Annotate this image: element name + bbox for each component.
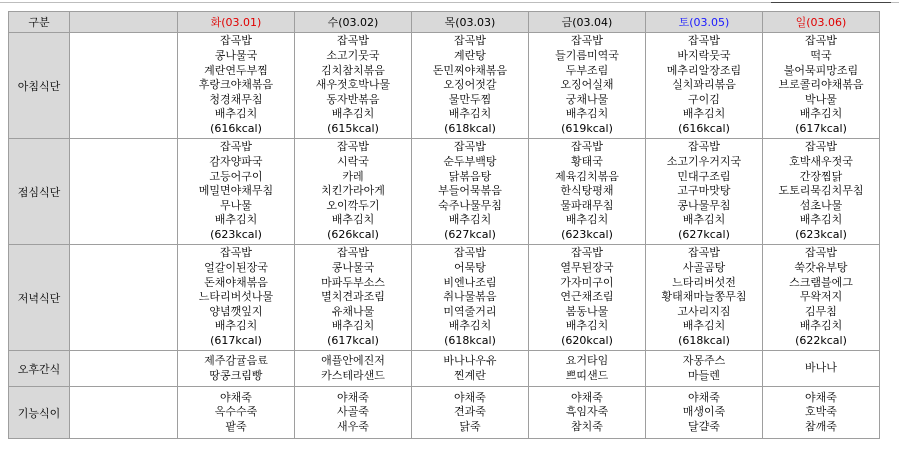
header-row — [9, 12, 880, 33]
menu-item: (623kcal) — [795, 227, 847, 241]
top-border-line — [0, 2, 899, 3]
menu-item: 느타리버섯전 — [672, 275, 736, 289]
lunch-menu-cell — [295, 139, 412, 245]
menu-item: 무나물 — [220, 198, 252, 212]
menu-item: 오이깍두기 — [326, 198, 380, 212]
menu-item: 한식탕평채 — [560, 184, 614, 198]
menu-item: 새우젓호박나물 — [315, 78, 391, 92]
menu-item: 배추김치 — [565, 213, 609, 227]
menu-item: 멸치견과조림 — [321, 290, 385, 304]
menu-item: 황태채마늘쫑무침 — [661, 290, 747, 304]
menu-item: 야채죽 — [571, 390, 603, 404]
menu-item: 배추김치 — [214, 319, 258, 333]
menu-item: 배추김치 — [331, 107, 375, 121]
dinner-row — [9, 245, 880, 351]
menu-item: 애플안에진저 — [321, 353, 385, 367]
header-day-thu: 목(03.03) — [412, 12, 529, 33]
menu-item: (627kcal) — [678, 227, 730, 241]
menu-item: 달걀죽 — [688, 419, 720, 433]
menu-item: (627kcal) — [444, 227, 496, 241]
menu-item: 청경채무침 — [209, 92, 263, 106]
menu-item: 잡곡밥 — [805, 246, 837, 260]
dinner-menu-cell — [295, 245, 412, 351]
menu-item: 바나나 — [805, 361, 837, 375]
breakfast-label: 아침식단 — [9, 33, 70, 139]
menu-item: 오징어실채 — [560, 78, 614, 92]
menu-item: 자몽주스 — [682, 353, 726, 367]
menu-item: 어묵탕 — [454, 261, 486, 275]
menu-item: 배추김치 — [799, 107, 843, 121]
menu-item: 두부조림 — [565, 63, 609, 77]
menu-item: 시락국 — [337, 155, 369, 169]
breakfast-menu-cell — [178, 33, 295, 139]
menu-item: 배추김치 — [448, 107, 492, 121]
menu-item: 바나나우유 — [443, 353, 497, 367]
menu-item: 요거타임 — [565, 353, 609, 367]
menu-item: 후랑크야채볶음 — [198, 78, 274, 92]
menu-item: 카스테라샌드 — [321, 368, 385, 382]
menu-item: (617kcal) — [795, 121, 847, 135]
menu-item: 찐계란 — [454, 368, 486, 382]
functional-empty-cell — [70, 387, 178, 439]
menu-item: 배추김치 — [331, 319, 375, 333]
menu-item: (622kcal) — [795, 333, 847, 347]
menu-item: 메밀면야채무침 — [198, 184, 274, 198]
menu-item: (615kcal) — [327, 121, 379, 135]
menu-item: 배추김치 — [214, 213, 258, 227]
menu-item: 양념깻잎지 — [209, 304, 263, 318]
functional-menu-cell — [412, 387, 529, 439]
top-right-underline — [771, 2, 891, 3]
functional-menu-cell — [646, 387, 763, 439]
dinner-empty-cell — [70, 245, 178, 351]
menu-item: 미역줄거리 — [443, 304, 497, 318]
menu-item: 야채죽 — [805, 390, 837, 404]
menu-item: 열무된장국 — [560, 261, 614, 275]
menu-item: 감자양파국 — [209, 155, 263, 169]
menu-item: (623kcal) — [561, 227, 613, 241]
menu-item: 궁채나물 — [565, 92, 609, 106]
menu-item: 얼갈이된장국 — [204, 261, 268, 275]
menu-item: 잡곡밥 — [571, 140, 603, 154]
menu-item: 고구마맛탕 — [677, 184, 731, 198]
snack-menu-cell — [178, 351, 295, 387]
snack-menu-cell — [529, 351, 646, 387]
lunch-menu-cell — [178, 139, 295, 245]
functional-label: 기능식이 — [9, 387, 70, 439]
header-day-sun: 일(03.06) — [763, 12, 880, 33]
menu-item: 잡곡밥 — [805, 34, 837, 48]
breakfast-menu-cell — [529, 33, 646, 139]
menu-item: 계란연두부찜 — [204, 63, 268, 77]
snack-row — [9, 351, 880, 387]
menu-item: 돈채야채볶음 — [204, 275, 268, 289]
menu-item: 배추김치 — [799, 319, 843, 333]
lunch-empty-cell — [70, 139, 178, 245]
dinner-label: 저녁식단 — [9, 245, 70, 351]
menu-item: 잡곡밥 — [337, 246, 369, 260]
menu-item: 소고기우거지국 — [666, 155, 742, 169]
menu-item: (616kcal) — [210, 121, 262, 135]
menu-item: 콩나물국 — [331, 261, 375, 275]
breakfast-menu-cell — [646, 33, 763, 139]
menu-item: 잡곡밥 — [805, 140, 837, 154]
menu-item: 황태국 — [571, 155, 603, 169]
menu-item: 잡곡밥 — [688, 246, 720, 260]
menu-item: 계란탕 — [454, 49, 486, 63]
menu-item: (623kcal) — [210, 227, 262, 241]
menu-item: (617kcal) — [327, 333, 379, 347]
breakfast-menu-cell — [763, 33, 880, 139]
menu-item: 물만두찜 — [448, 92, 492, 106]
menu-item: 야채죽 — [220, 390, 252, 404]
menu-item: 매생이죽 — [682, 405, 726, 419]
menu-item: 호박죽 — [805, 405, 837, 419]
menu-item: 섬초나물 — [799, 198, 843, 212]
header-category: 구분 — [9, 12, 70, 33]
menu-item: 치킨가라아게 — [321, 184, 385, 198]
menu-item: 배추김치 — [682, 213, 726, 227]
menu-item: 간장찜닭 — [799, 169, 843, 183]
menu-item: 참깨죽 — [805, 419, 837, 433]
menu-item: 김치참치볶음 — [321, 63, 385, 77]
menu-item: 브로콜리야채볶음 — [778, 78, 864, 92]
menu-item: 야채죽 — [454, 390, 486, 404]
menu-item: 돈민찌야채볶음 — [432, 63, 508, 77]
menu-item: 배추김치 — [799, 213, 843, 227]
menu-item: 배추김치 — [565, 319, 609, 333]
lunch-menu-cell — [412, 139, 529, 245]
menu-item: 팥죽 — [225, 419, 247, 433]
menu-item: 참치죽 — [571, 419, 603, 433]
menu-item: 비엔나조림 — [443, 275, 497, 289]
header-day-tue: 화(03.01) — [178, 12, 295, 33]
menu-item: 불어묵피망조림 — [783, 63, 859, 77]
lunch-menu-cell — [646, 139, 763, 245]
dinner-menu-cell — [529, 245, 646, 351]
menu-item: 잡곡밥 — [220, 246, 252, 260]
header-empty — [70, 12, 178, 33]
menu-item: 잡곡밥 — [454, 246, 486, 260]
header-day-wed: 수(03.02) — [295, 12, 412, 33]
menu-item: (618kcal) — [678, 333, 730, 347]
menu-item: 흑임자죽 — [565, 405, 609, 419]
menu-item: (620kcal) — [561, 333, 613, 347]
menu-item: 김무침 — [805, 304, 837, 318]
menu-item: 소고기뭇국 — [326, 49, 380, 63]
menu-item: 배추김치 — [682, 107, 726, 121]
menu-item: 잡곡밥 — [688, 140, 720, 154]
header-day-sat: 토(03.05) — [646, 12, 763, 33]
functional-menu-cell — [295, 387, 412, 439]
menu-item: 박나물 — [805, 92, 837, 106]
breakfast-empty-cell — [70, 33, 178, 139]
menu-item: 제주감귤음료 — [204, 353, 268, 367]
lunch-menu-cell — [763, 139, 880, 245]
menu-item: 도토리묵김치무침 — [778, 184, 864, 198]
functional-menu-cell — [763, 387, 880, 439]
menu-item: 닭죽 — [459, 419, 481, 433]
menu-item: 배추김치 — [448, 319, 492, 333]
menu-item: 순두부백탕 — [443, 155, 497, 169]
menu-item: 무왁저지 — [799, 290, 843, 304]
menu-item: (626kcal) — [327, 227, 379, 241]
menu-item: 잡곡밥 — [571, 246, 603, 260]
menu-item: 닭볶음탕 — [448, 169, 492, 183]
menu-item: 잡곡밥 — [454, 140, 486, 154]
menu-item: 배추김치 — [214, 107, 258, 121]
menu-item: (616kcal) — [678, 121, 730, 135]
menu-item: 배추김치 — [682, 319, 726, 333]
menu-item: 유채나물 — [331, 304, 375, 318]
menu-item: (617kcal) — [210, 333, 262, 347]
menu-item: 숙주나물무침 — [438, 198, 502, 212]
menu-item: (618kcal) — [444, 121, 496, 135]
menu-item: 메추리알장조림 — [666, 63, 742, 77]
menu-item: 카레 — [342, 169, 364, 183]
menu-item: 야채죽 — [688, 390, 720, 404]
menu-item: 잡곡밥 — [337, 140, 369, 154]
menu-item: 마파두부소스 — [321, 275, 385, 289]
menu-item: 야채죽 — [337, 390, 369, 404]
snack-menu-cell — [763, 351, 880, 387]
breakfast-menu-cell — [412, 33, 529, 139]
menu-item: 가자미구이 — [560, 275, 614, 289]
menu-item: 쁘띠샌드 — [565, 368, 609, 382]
menu-item: 물파래무침 — [560, 198, 614, 212]
menu-item: 고사리지짐 — [677, 304, 731, 318]
lunch-menu-cell — [529, 139, 646, 245]
menu-item: 오징어젓갈 — [443, 78, 497, 92]
functional-row — [9, 387, 880, 439]
menu-item: 구이김 — [688, 92, 720, 106]
snack-menu-cell — [646, 351, 763, 387]
menu-item: (618kcal) — [444, 333, 496, 347]
menu-item: 사골곰탕 — [682, 261, 726, 275]
menu-item: 스크램블에그 — [789, 275, 853, 289]
breakfast-row — [9, 33, 880, 139]
menu-item: 배추김치 — [565, 107, 609, 121]
menu-item: 잡곡밥 — [220, 34, 252, 48]
dinner-menu-cell — [763, 245, 880, 351]
menu-item: 떡국 — [810, 49, 832, 63]
breakfast-menu-cell — [295, 33, 412, 139]
menu-item: 잡곡밥 — [688, 34, 720, 48]
menu-item: 봄동나물 — [565, 304, 609, 318]
menu-item: 견과죽 — [454, 405, 486, 419]
menu-item: 민대구조림 — [677, 169, 731, 183]
snack-menu-cell — [295, 351, 412, 387]
snack-empty-cell — [70, 351, 178, 387]
menu-item: 연근채조림 — [560, 290, 614, 304]
header-day-fri: 금(03.04) — [529, 12, 646, 33]
functional-menu-cell — [178, 387, 295, 439]
menu-item: 취나물볶음 — [443, 290, 497, 304]
menu-item: 잡곡밥 — [571, 34, 603, 48]
menu-item: 잡곡밥 — [454, 34, 486, 48]
menu-item: 배추김치 — [448, 213, 492, 227]
menu-item: 쑥갓유부탕 — [794, 261, 848, 275]
menu-item: 실치꽈리볶음 — [672, 78, 736, 92]
menu-item: 호박새우젓국 — [789, 155, 853, 169]
menu-item: 바지락뭇국 — [677, 49, 731, 63]
lunch-label: 점심식단 — [9, 139, 70, 245]
menu-item: 제육김치볶음 — [555, 169, 619, 183]
top-rule — [0, 2, 899, 5]
menu-item: 마들렌 — [688, 368, 720, 382]
menu-item: 느타리버섯나물 — [198, 290, 274, 304]
menu-item: 들기름미역국 — [555, 49, 619, 63]
menu-item: 고등어구이 — [209, 169, 263, 183]
menu-item: 콩나물국 — [214, 49, 258, 63]
menu-item: 부들어묵볶음 — [438, 184, 502, 198]
dinner-menu-cell — [178, 245, 295, 351]
menu-item: (619kcal) — [561, 121, 613, 135]
menu-item: 새우죽 — [337, 419, 369, 433]
menu-item: 잡곡밥 — [337, 34, 369, 48]
weekly-meal-table — [8, 11, 880, 439]
menu-item: 땅콩크림빵 — [209, 368, 263, 382]
menu-item: 콩나물무침 — [677, 198, 731, 212]
menu-item: 배추김치 — [331, 213, 375, 227]
menu-item: 사골죽 — [337, 405, 369, 419]
functional-menu-cell — [529, 387, 646, 439]
menu-item: 옥수수죽 — [214, 405, 258, 419]
snack-menu-cell — [412, 351, 529, 387]
menu-item: 잡곡밥 — [220, 140, 252, 154]
menu-item: 동자반볶음 — [326, 92, 380, 106]
snack-label: 오후간식 — [9, 351, 70, 387]
dinner-menu-cell — [646, 245, 763, 351]
dinner-menu-cell — [412, 245, 529, 351]
lunch-row — [9, 139, 880, 245]
